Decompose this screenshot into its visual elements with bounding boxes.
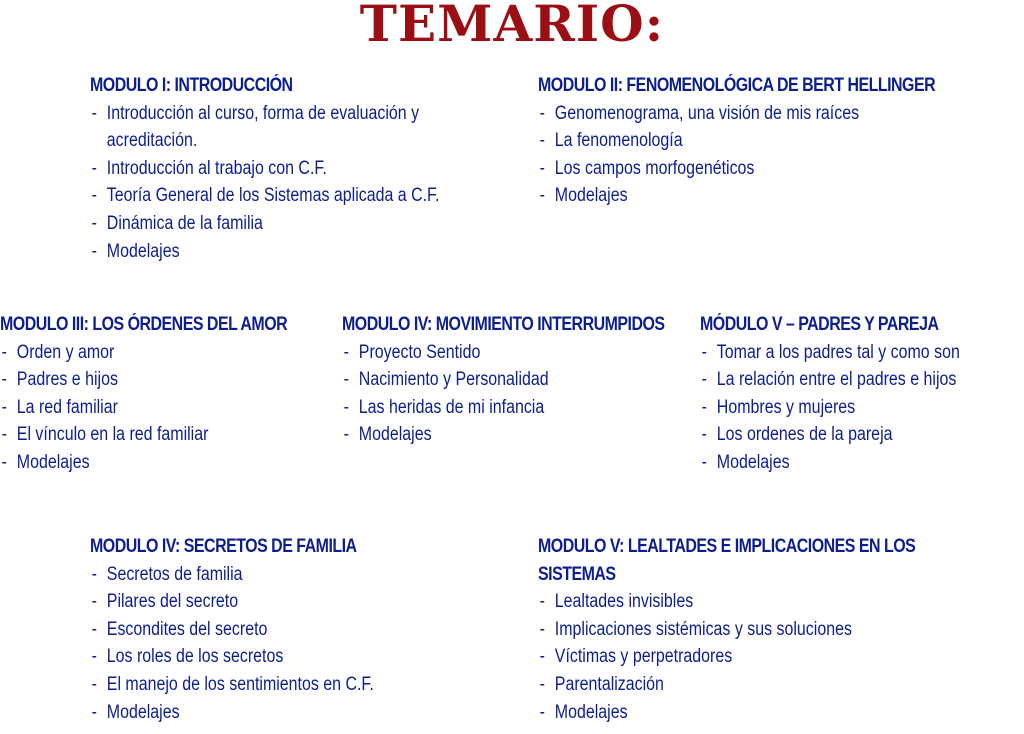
list-item: - Modelajes [538,182,935,210]
list-item: - Víctimas y perpetradores [538,643,916,671]
list-item: - Escondites del secreto [90,616,374,644]
list-item: - La red familiar [0,394,287,422]
list-item: - Dinámica de la familia [90,210,460,238]
list-item: - Las heridas de mi infancia [342,394,665,422]
module-6 [90,533,428,726]
list-item: - La fenomenología [538,127,935,155]
list-item: - Pilares del secreto [90,588,374,616]
module-items [90,100,530,266]
list-item: - Nacimiento y Personalidad [342,366,665,394]
list-item: - La relación entre el padres e hijos [700,366,960,394]
list-item: - Hombres y mujeres [700,394,960,422]
module-4 [342,311,726,449]
list-item: - El vínculo en la red familiar [0,421,287,449]
list-item: - Modelajes [538,699,916,727]
list-item: - Genomenograma, una visión de mis raíces [538,100,935,128]
module-title: MODULO V: LEALTADES E IMPLICACIONES EN LOS SISTEMAS [538,536,916,585]
module-7 [538,533,988,726]
module-items [538,588,988,726]
page-title: TEMARIO: [359,0,665,53]
module-title: MODULO II: FENOMENOLÓGICA DE BERT HELLINGER [538,75,936,96]
module-1 [90,72,530,265]
list-item: - Proyecto Sentido [342,339,665,367]
module-title: MÓDULO V – PADRES Y PAREJA [700,314,939,335]
module-items [342,339,726,449]
list-item: - El manejo de los sentimientos en C.F. [90,671,374,699]
list-item: - Introducción al trabajo con C.F. [90,155,460,183]
list-item: - Modelajes [90,238,460,266]
module-items [700,339,1009,477]
list-item: - Los campos morfogenéticos [538,155,935,183]
list-item: - Implicaciones sistémicas y sus soluciones [538,616,916,644]
list-item: - Los ordenes de la pareja [700,421,960,449]
module-items [90,561,428,727]
list-item: - Secretos de familia [90,561,374,589]
list-item: - Padres e hijos [0,366,287,394]
module-3 [0,311,342,477]
module-5 [700,311,1009,477]
list-item: - Modelajes [342,421,665,449]
list-item: - Lealtades invisibles [538,588,916,616]
list-item: - Teoría General de los Sistemas aplicada a C.F. [90,182,460,210]
module-2 [538,72,1011,210]
module-title: MODULO IV: MOVIMIENTO INTERRUMPIDOS [342,314,665,335]
list-item: - Tomar a los padres tal y como son [700,339,960,367]
list-item: - Los roles de los secretos [90,643,374,671]
module-title: MODULO III: LOS ÓRDENES DEL AMOR [0,314,288,335]
module-items [0,339,342,477]
list-item: - Introducción al curso, forma de evaluación y acreditación. [90,100,460,155]
list-item: - Orden y amor [0,339,287,367]
module-title: MODULO IV: SECRETOS DE FAMILIA [90,536,357,557]
list-item: - Modelajes [0,449,287,477]
list-item: - Modelajes [700,449,960,477]
module-items [538,100,1011,210]
module-title: MODULO I: INTRODUCCIÓN [90,75,293,96]
list-item: - Modelajes [90,699,374,727]
list-item: - Parentalización [538,671,916,699]
